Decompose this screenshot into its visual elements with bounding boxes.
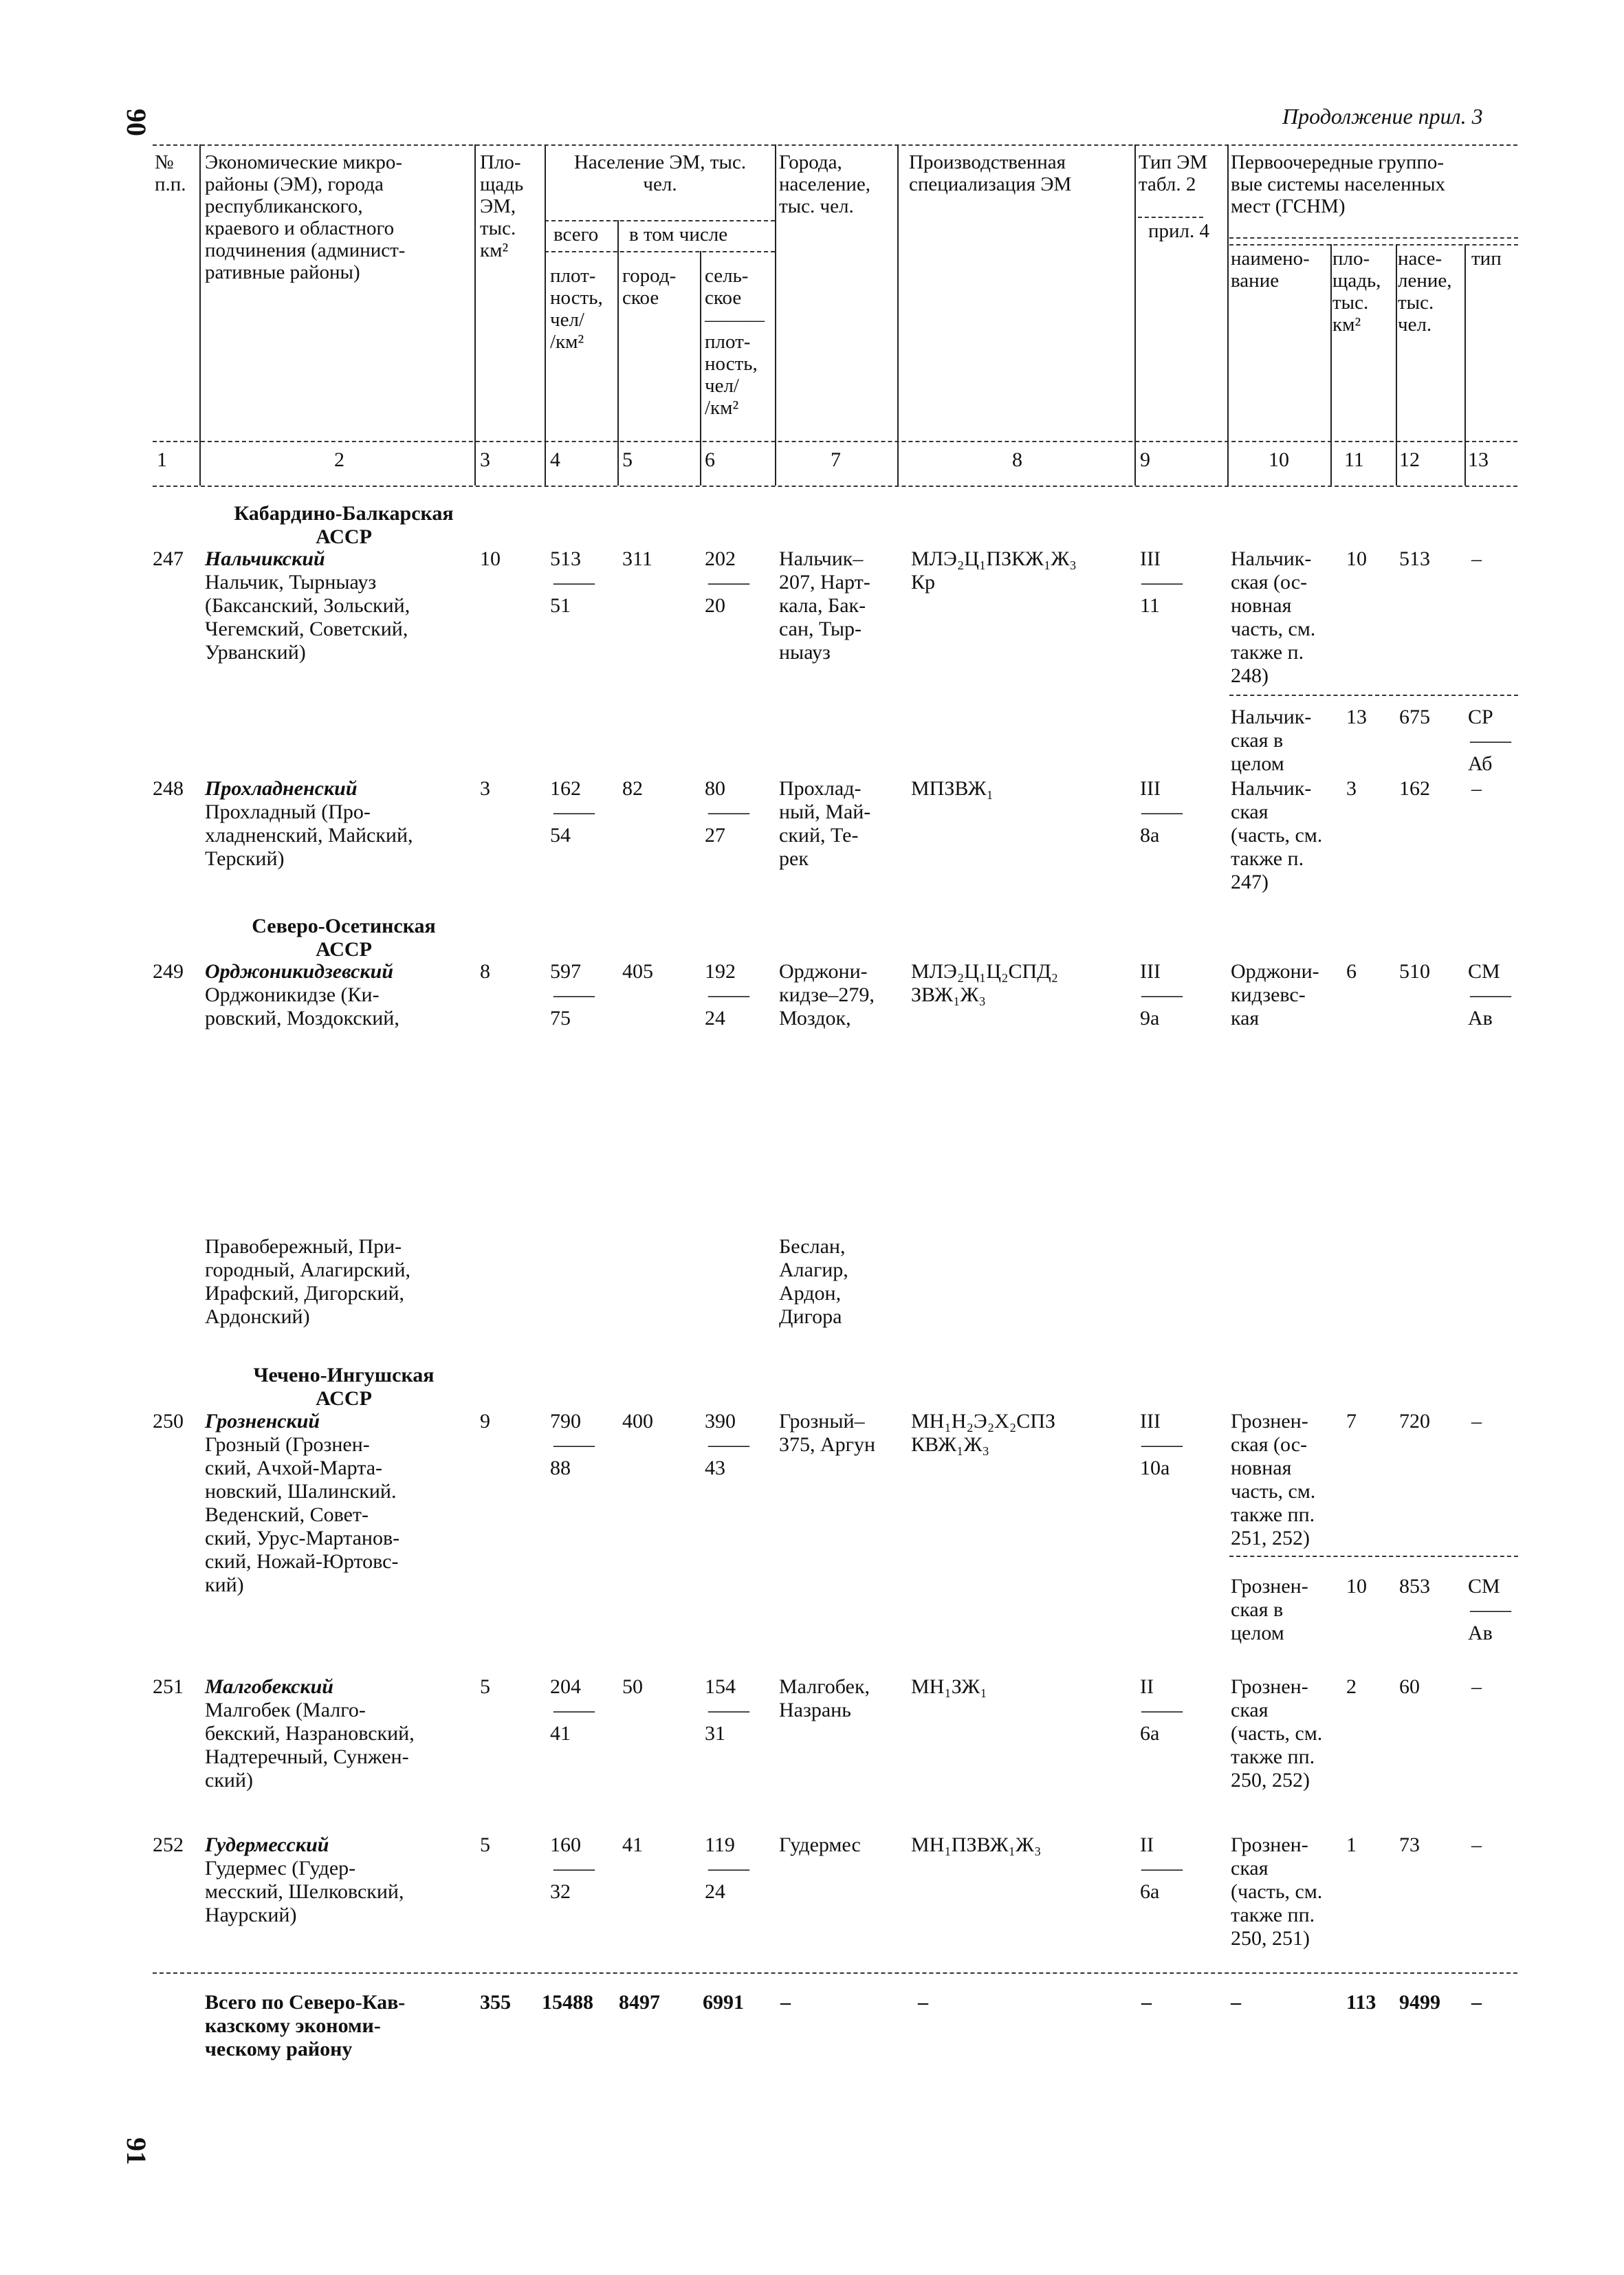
area: 3: [480, 777, 490, 800]
district-desc: Прохладный (Про- хладненский, Майский, Терский): [205, 801, 413, 870]
fraction-bar: ——: [708, 1699, 749, 1721]
pop-density: 75: [550, 1007, 571, 1030]
header-pop-group: Население ЭМ, тыс. чел.: [573, 151, 747, 195]
fraction-bar: ——: [1141, 801, 1183, 823]
area: 5: [480, 1675, 490, 1698]
fraction-bar: ——: [553, 983, 595, 1006]
fraction-bar: ——: [708, 1433, 749, 1456]
gsnm-pop: 720: [1399, 1410, 1430, 1433]
em-type: III: [1140, 1410, 1161, 1433]
pop-density: 32: [550, 1880, 571, 1903]
gsnm-area: 10: [1346, 547, 1367, 570]
gsnm-type-sub: Ав: [1468, 1622, 1493, 1644]
pop-total: 160: [550, 1833, 581, 1856]
cities: Орджони- кидзе–279, Моздок,: [779, 960, 875, 1030]
fraction-bar: ——: [1470, 1598, 1511, 1621]
gsnm-type: –: [1471, 1833, 1482, 1856]
col-number: 8: [1012, 448, 1022, 471]
col-rule: [1134, 144, 1136, 486]
pop-urban: 82: [622, 777, 643, 800]
total-gsnm-area: 113: [1346, 1991, 1376, 2014]
total-spec: –: [918, 1991, 928, 2014]
em-type: II: [1140, 1833, 1154, 1856]
gsnm-pop: 675: [1399, 706, 1430, 728]
header-col-13: тип: [1471, 248, 1502, 270]
district-desc: Нальчик, Тырныауз (Баксанский, Зольский, Чегемский, Советский, Урванский): [205, 571, 410, 664]
pop-subheader-rule-2: [545, 251, 775, 252]
gsnm-name: Грознен- ская (часть, см. также пп. 250, 251): [1231, 1833, 1323, 1950]
header-col-10: наимено- вание: [1231, 248, 1310, 292]
total-type: –: [1141, 1991, 1152, 2014]
rural-density: 31: [705, 1722, 725, 1745]
em-type: III: [1140, 777, 1161, 800]
col-rule: [1330, 244, 1332, 486]
gsnm-type: –: [1471, 1675, 1482, 1698]
header-numbers-bottom-rule: [153, 486, 1517, 487]
district-name: Орджоникидзевский: [205, 960, 393, 983]
specialization: МЛЭ₂Ц₁Ц₂СПД₂ ЗВЖ₁Ж₃: [911, 960, 1059, 1006]
pop-total: 597: [550, 960, 581, 983]
gsnm-pop: 510: [1399, 960, 1430, 983]
col-rule: [474, 144, 476, 486]
col-number: 5: [622, 448, 633, 471]
gsnm-subheader-rule-2: [1229, 244, 1518, 246]
fraction-bar: ——: [1141, 1433, 1183, 1456]
gsnm-area: 10: [1346, 1575, 1367, 1598]
col-rule: [617, 220, 619, 486]
pop-urban: 41: [622, 1833, 643, 1856]
fraction-bar: ——: [553, 1857, 595, 1880]
gsnm-type: –: [1471, 777, 1482, 800]
col-rule: [199, 144, 201, 486]
gsnm-pop: 853: [1399, 1575, 1430, 1598]
header-pop-rural: сель- ское ——— плот- ность, чел/ /км²: [705, 265, 765, 419]
cities: Прохлад- ный, Май- ский, Те- рек: [779, 777, 871, 870]
fraction-bar: ——: [553, 1699, 595, 1721]
cities: Грозный– 375, Аргун: [779, 1410, 876, 1456]
fraction-bar: ——: [708, 801, 749, 823]
type-divider-rule: [1138, 217, 1203, 218]
fraction-bar: ——: [1141, 1699, 1183, 1721]
gsnm-area: 1: [1346, 1833, 1357, 1856]
district-name: Нальчикский: [205, 547, 325, 570]
area: 8: [480, 960, 490, 983]
col-number: 12: [1399, 448, 1420, 471]
row-number: 248: [153, 777, 184, 800]
gsnm-name: Нальчик- ская (часть, см. также п. 247): [1231, 777, 1323, 893]
total-gsnm-type: –: [1471, 1991, 1482, 2014]
col-rule: [775, 144, 776, 486]
gsnm-name: Нальчик- ская в целом: [1231, 706, 1312, 775]
em-type-table: 10а: [1140, 1457, 1170, 1479]
fraction-bar: ——: [1470, 729, 1511, 752]
em-type-table: 6а: [1140, 1880, 1160, 1903]
row-number: 247: [153, 547, 184, 570]
row-number: 252: [153, 1833, 184, 1856]
pop-total: 513: [550, 547, 581, 570]
cities-continued: Беслан, Алагир, Ардон, Дигора: [779, 1235, 848, 1328]
total-urban: 8497: [619, 1991, 660, 2014]
col-number: 4: [550, 448, 560, 471]
gsnm-area: 7: [1346, 1410, 1357, 1433]
gsnm-divider: [1229, 1556, 1518, 1557]
specialization: МН₁ПЗВЖ₁Ж₃: [911, 1833, 1042, 1856]
cities: Нальчик– 207, Нарт- кала, Бак- сан, Тыр- ныауз: [779, 547, 870, 664]
area: 5: [480, 1833, 490, 1856]
fraction-bar: ——: [708, 983, 749, 1006]
pop-density: 54: [550, 824, 571, 847]
gsnm-type: –: [1471, 547, 1482, 570]
pop-urban: 311: [622, 547, 652, 570]
specialization: МПЗВЖ₁: [911, 777, 994, 800]
fraction-bar: ——: [553, 1433, 595, 1456]
district-desc: Грозный (Грознен- ский, Ачхой-Марта- новский, Шалинский. Веденский, Совет- ский, Урус-Мартанов- ский, Ножай-Юртовс- кий): [205, 1433, 400, 1596]
col-number: 9: [1140, 448, 1150, 471]
header-pop-total: всего: [553, 224, 599, 246]
header-gsnm-group: Первоочередные группо- вые системы населенных мест (ГСНМ): [1231, 151, 1446, 217]
cities: Малгобек, Назрань: [779, 1675, 870, 1721]
header-pop-urban: город- ское: [622, 265, 677, 309]
running-head: Продолжение прил. 3: [1282, 104, 1483, 129]
em-type: II: [1140, 1675, 1154, 1698]
em-type: III: [1140, 547, 1161, 570]
header-col-9-top: Тип ЭМ табл. 2: [1139, 151, 1208, 195]
header-col-1: № п.п.: [155, 151, 186, 195]
rural-density: 24: [705, 1880, 725, 1903]
section-heading: Кабардино-Балкарская АССР: [234, 502, 454, 548]
em-type-table: 11: [1140, 594, 1160, 617]
page-number-bottom: 91: [121, 2137, 152, 2165]
pop-total: 162: [550, 777, 581, 800]
rural-density: 27: [705, 824, 725, 847]
col-rule: [1396, 244, 1397, 486]
gsnm-area: 6: [1346, 960, 1357, 983]
gsnm-type-sub: Аб: [1468, 752, 1493, 775]
gsnm-type: СМ: [1468, 1575, 1500, 1598]
row-number: 249: [153, 960, 184, 983]
header-col-9-bottom: прил. 4: [1148, 220, 1210, 242]
district-desc-continued: Правобережный, При- городный, Алагирский, Ирафский, Дигорский, Ардонский): [205, 1235, 411, 1328]
col-rule: [545, 144, 546, 486]
pop-subheader-rule: [545, 220, 775, 221]
col-rule: [1227, 144, 1229, 486]
em-type: III: [1140, 960, 1161, 983]
pop-total: 790: [550, 1410, 581, 1433]
total-gsnm-pop: 9499: [1399, 1991, 1440, 2014]
gsnm-name: Нальчик- ская (ос- новная часть, см. также п. 248): [1231, 547, 1316, 687]
fraction-bar: ——: [708, 1857, 749, 1880]
fraction-bar: ——: [553, 801, 595, 823]
district-name: Гудермесский: [205, 1833, 329, 1856]
fraction-bar: ——: [1141, 983, 1183, 1006]
total-area: 355: [480, 1991, 511, 2014]
col-number: 10: [1269, 448, 1289, 471]
total-rural: 6991: [703, 1991, 744, 2014]
total-label: Всего по Северо-Кав- казскому экономи- ческому району: [205, 1991, 406, 2060]
rural-density: 20: [705, 594, 725, 617]
gsnm-subheader-rule: [1229, 237, 1518, 239]
pop-urban: 50: [622, 1675, 643, 1698]
pop-density: 88: [550, 1457, 571, 1479]
header-col-12: насе- ление, тыс. чел.: [1398, 248, 1452, 336]
gsnm-divider: [1229, 695, 1518, 696]
fraction-bar: ——: [1141, 571, 1183, 594]
gsnm-area: 2: [1346, 1675, 1357, 1698]
col-number: 2: [334, 448, 344, 471]
district-name: Прохладненский: [205, 777, 358, 800]
gsnm-type: –: [1471, 1410, 1482, 1433]
specialization: МН₁Н₂Э₂Х₂СПЗ КВЖ₁Ж₃: [911, 1410, 1056, 1456]
rural-density: 43: [705, 1457, 725, 1479]
col-number: 11: [1344, 448, 1364, 471]
total-rule: [153, 1972, 1517, 1974]
gsnm-name: Грознен- ская (часть, см. также пп. 250, 252): [1231, 1675, 1323, 1792]
em-type-table: 6а: [1140, 1722, 1160, 1745]
area: 9: [480, 1410, 490, 1433]
gsnm-pop: 73: [1399, 1833, 1420, 1856]
total-gsnm-name: –: [1231, 1991, 1241, 2014]
header-numbers-top-rule: [153, 441, 1517, 442]
pop-urban: 400: [622, 1410, 653, 1433]
em-type-table: 9а: [1140, 1007, 1160, 1030]
fraction-bar: ——: [553, 571, 595, 594]
col-number: 3: [480, 448, 490, 471]
section-heading: Чечено-Ингушская АССР: [253, 1364, 435, 1410]
fraction-bar: ——: [708, 571, 749, 594]
page-number-top: 90: [121, 109, 152, 136]
gsnm-area: 3: [1346, 777, 1357, 800]
area: 10: [480, 547, 501, 570]
gsnm-type: СР: [1468, 706, 1493, 728]
col-number: 7: [831, 448, 841, 471]
gsnm-name: Орджони- кидзевс- кая: [1231, 960, 1319, 1030]
col-rule: [700, 251, 701, 486]
gsnm-pop: 513: [1399, 547, 1430, 570]
pop-rural: 202: [705, 547, 736, 570]
pop-total: 204: [550, 1675, 581, 1698]
rural-density: 24: [705, 1007, 725, 1030]
header-pop-density: плот- ность, чел/ /км²: [550, 265, 603, 353]
col-number: 1: [157, 448, 167, 471]
total-pop: 15488: [542, 1991, 593, 2014]
gsnm-pop: 162: [1399, 777, 1430, 800]
gsnm-type-sub: Ав: [1468, 1007, 1493, 1030]
pop-density: 41: [550, 1722, 571, 1745]
pop-rural: 390: [705, 1410, 736, 1433]
specialization: МН₁ЗЖ₁: [911, 1675, 987, 1698]
gsnm-area: 13: [1346, 706, 1367, 728]
total-cities: –: [780, 1991, 791, 2014]
col-number: 6: [705, 448, 715, 471]
pop-rural: 119: [705, 1833, 735, 1856]
district-desc: Гудермес (Гудер- месский, Шелковский, Наурский): [205, 1857, 404, 1926]
cities: Гудермес: [779, 1833, 861, 1856]
gsnm-pop: 60: [1399, 1675, 1420, 1698]
gsnm-type: СМ: [1468, 960, 1500, 983]
district-desc: Малгобек (Малго- бекский, Назрановский, Надтеречный, Сунжен- ский): [205, 1699, 415, 1792]
specialization: МЛЭ₂Ц₁ПЗКЖ₁Ж₃ Кр: [911, 547, 1077, 594]
pop-rural: 80: [705, 777, 725, 800]
district-name: Грозненский: [205, 1410, 320, 1433]
pop-rural: 192: [705, 960, 736, 983]
fraction-bar: ——: [1470, 983, 1511, 1006]
header-col-11: пло- щадь, тыс. км²: [1332, 248, 1381, 336]
header-col-3: Пло- щадь ЭМ, тыс. км²: [480, 151, 524, 261]
em-type-table: 8а: [1140, 824, 1160, 847]
header-col-8: Производственная специализация ЭМ: [909, 151, 1072, 195]
pop-urban: 405: [622, 960, 653, 983]
row-number: 251: [153, 1675, 184, 1698]
section-heading: Северо-Осетинская АССР: [252, 915, 436, 961]
header-pop-incl: в том числе: [629, 224, 728, 246]
header-top-rule: [153, 144, 1517, 146]
gsnm-name: Грознен- ская (ос- новная часть, см. также пп. 251, 252): [1231, 1410, 1316, 1549]
district-name: Малгобекский: [205, 1675, 333, 1698]
header-col-7: Города, население, тыс. чел.: [779, 151, 870, 217]
gsnm-name: Грознен- ская в целом: [1231, 1575, 1308, 1644]
col-number: 13: [1468, 448, 1489, 471]
district-desc: Орджоникидзе (Ки- ровский, Моздокский,: [205, 983, 399, 1030]
row-number: 250: [153, 1410, 184, 1433]
fraction-bar: ——: [1141, 1857, 1183, 1880]
pop-rural: 154: [705, 1675, 736, 1698]
col-rule: [1464, 244, 1466, 486]
header-col-2: Экономические микро- районы (ЭМ), города республиканского, краевого и областного подчинения (админист- ративные районы): [205, 151, 406, 283]
col-rule: [897, 144, 899, 486]
pop-density: 51: [550, 594, 571, 617]
